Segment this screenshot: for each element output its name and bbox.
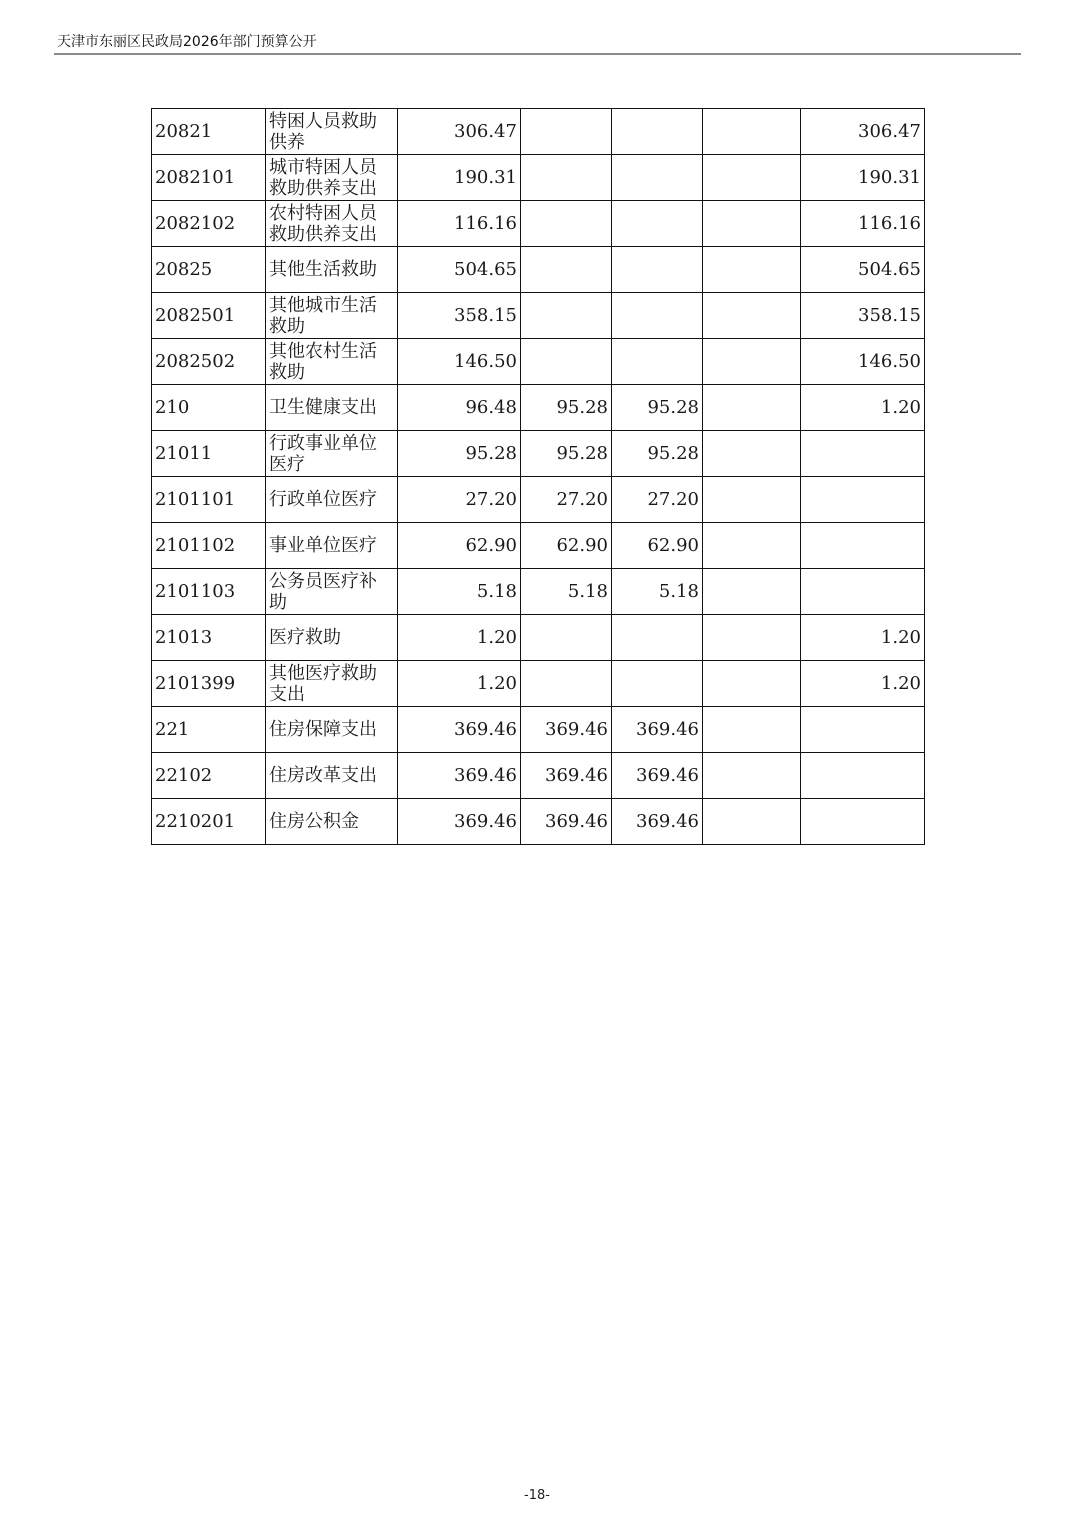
cell-total: 1.20 <box>398 661 521 707</box>
cell-subject-name: 其他城市生活救助 <box>266 293 398 339</box>
cell-project-expenditure: 1.20 <box>801 615 925 661</box>
cell-subject-code: 2101399 <box>152 661 266 707</box>
cell-total: 146.50 <box>398 339 521 385</box>
cell-subject-code: 21013 <box>152 615 266 661</box>
cell-total: 369.46 <box>398 707 521 753</box>
cell-basic-expenditure: 27.20 <box>521 477 612 523</box>
cell-total: 1.20 <box>398 615 521 661</box>
cell-total: 5.18 <box>398 569 521 615</box>
cell-subject-name: 农村特困人员救助供养支出 <box>266 201 398 247</box>
cell-personnel-expenditure: 369.46 <box>612 707 703 753</box>
cell-public-expenditure <box>703 155 801 201</box>
table-row <box>152 661 925 707</box>
cell-personnel-expenditure: 95.28 <box>612 385 703 431</box>
cell-total: 369.46 <box>398 753 521 799</box>
cell-personnel-expenditure <box>612 247 703 293</box>
cell-basic-expenditure <box>521 109 612 155</box>
table-row <box>152 431 925 477</box>
cell-personnel-expenditure <box>612 661 703 707</box>
cell-project-expenditure: 116.16 <box>801 201 925 247</box>
cell-subject-name: 事业单位医疗 <box>266 523 398 569</box>
cell-subject-code: 20821 <box>152 109 266 155</box>
cell-basic-expenditure <box>521 661 612 707</box>
cell-public-expenditure <box>703 385 801 431</box>
cell-basic-expenditure: 369.46 <box>521 753 612 799</box>
cell-subject-name: 住房保障支出 <box>266 707 398 753</box>
cell-public-expenditure <box>703 247 801 293</box>
table-row <box>152 569 925 615</box>
table-row <box>152 247 925 293</box>
cell-public-expenditure <box>703 477 801 523</box>
cell-subject-name: 城市特困人员救助供养支出 <box>266 155 398 201</box>
cell-basic-expenditure <box>521 339 612 385</box>
table-row <box>152 385 925 431</box>
cell-basic-expenditure: 95.28 <box>521 431 612 477</box>
cell-personnel-expenditure <box>612 155 703 201</box>
table-row <box>152 293 925 339</box>
cell-public-expenditure <box>703 799 801 845</box>
cell-subject-name: 行政单位医疗 <box>266 477 398 523</box>
table-row <box>152 477 925 523</box>
cell-project-expenditure: 504.65 <box>801 247 925 293</box>
cell-total: 95.28 <box>398 431 521 477</box>
cell-personnel-expenditure: 95.28 <box>612 431 703 477</box>
cell-personnel-expenditure <box>612 615 703 661</box>
table-row <box>152 109 925 155</box>
cell-public-expenditure <box>703 109 801 155</box>
cell-subject-code: 20825 <box>152 247 266 293</box>
cell-public-expenditure <box>703 569 801 615</box>
cell-public-expenditure <box>703 523 801 569</box>
cell-public-expenditure <box>703 431 801 477</box>
cell-subject-code: 2101101 <box>152 477 266 523</box>
cell-project-expenditure <box>801 707 925 753</box>
cell-basic-expenditure <box>521 155 612 201</box>
cell-project-expenditure <box>801 431 925 477</box>
table-row <box>152 615 925 661</box>
cell-project-expenditure: 306.47 <box>801 109 925 155</box>
cell-public-expenditure <box>703 339 801 385</box>
table-row <box>152 339 925 385</box>
page-number: -18- <box>524 1488 550 1503</box>
cell-basic-expenditure: 62.90 <box>521 523 612 569</box>
cell-subject-name: 特困人员救助供养 <box>266 109 398 155</box>
cell-total: 27.20 <box>398 477 521 523</box>
cell-subject-name: 行政事业单位医疗 <box>266 431 398 477</box>
cell-subject-code: 22102 <box>152 753 266 799</box>
cell-project-expenditure: 358.15 <box>801 293 925 339</box>
cell-project-expenditure <box>801 477 925 523</box>
cell-subject-code: 210 <box>152 385 266 431</box>
cell-total: 62.90 <box>398 523 521 569</box>
cell-subject-code: 2082502 <box>152 339 266 385</box>
cell-project-expenditure <box>801 753 925 799</box>
cell-total: 116.16 <box>398 201 521 247</box>
cell-subject-code: 2101103 <box>152 569 266 615</box>
cell-public-expenditure <box>703 661 801 707</box>
cell-total: 358.15 <box>398 293 521 339</box>
cell-public-expenditure <box>703 707 801 753</box>
cell-personnel-expenditure: 5.18 <box>612 569 703 615</box>
cell-personnel-expenditure: 369.46 <box>612 799 703 845</box>
cell-personnel-expenditure: 27.20 <box>612 477 703 523</box>
cell-subject-name: 其他医疗救助支出 <box>266 661 398 707</box>
cell-subject-code: 2082101 <box>152 155 266 201</box>
cell-basic-expenditure <box>521 615 612 661</box>
cell-project-expenditure <box>801 569 925 615</box>
cell-project-expenditure: 190.31 <box>801 155 925 201</box>
cell-basic-expenditure <box>521 201 612 247</box>
cell-basic-expenditure <box>521 247 612 293</box>
cell-subject-name: 医疗救助 <box>266 615 398 661</box>
cell-basic-expenditure: 5.18 <box>521 569 612 615</box>
cell-public-expenditure <box>703 293 801 339</box>
cell-basic-expenditure: 369.46 <box>521 707 612 753</box>
cell-personnel-expenditure <box>612 293 703 339</box>
cell-total: 306.47 <box>398 109 521 155</box>
cell-personnel-expenditure: 369.46 <box>612 753 703 799</box>
table-row <box>152 753 925 799</box>
cell-subject-name: 住房改革支出 <box>266 753 398 799</box>
budget-table <box>151 108 925 845</box>
cell-basic-expenditure: 369.46 <box>521 799 612 845</box>
table-row <box>152 155 925 201</box>
header-divider <box>54 53 1021 55</box>
cell-personnel-expenditure: 62.90 <box>612 523 703 569</box>
cell-basic-expenditure: 95.28 <box>521 385 612 431</box>
cell-total: 504.65 <box>398 247 521 293</box>
cell-subject-code: 2082102 <box>152 201 266 247</box>
table-row <box>152 523 925 569</box>
cell-subject-name: 住房公积金 <box>266 799 398 845</box>
cell-personnel-expenditure <box>612 201 703 247</box>
cell-subject-code: 221 <box>152 707 266 753</box>
cell-project-expenditure <box>801 799 925 845</box>
cell-subject-name: 其他生活救助 <box>266 247 398 293</box>
document-header-title: 天津市东丽区民政局2026年部门预算公开 <box>57 34 317 50</box>
cell-public-expenditure <box>703 201 801 247</box>
cell-subject-name: 公务员医疗补助 <box>266 569 398 615</box>
cell-subject-code: 2210201 <box>152 799 266 845</box>
cell-public-expenditure <box>703 753 801 799</box>
cell-total: 369.46 <box>398 799 521 845</box>
cell-total: 190.31 <box>398 155 521 201</box>
cell-project-expenditure: 1.20 <box>801 385 925 431</box>
cell-project-expenditure: 146.50 <box>801 339 925 385</box>
cell-subject-name: 其他农村生活救助 <box>266 339 398 385</box>
cell-subject-name: 卫生健康支出 <box>266 385 398 431</box>
cell-subject-code: 21011 <box>152 431 266 477</box>
cell-subject-code: 2082501 <box>152 293 266 339</box>
table-row <box>152 201 925 247</box>
cell-public-expenditure <box>703 615 801 661</box>
cell-total: 96.48 <box>398 385 521 431</box>
cell-basic-expenditure <box>521 293 612 339</box>
cell-project-expenditure: 1.20 <box>801 661 925 707</box>
table-row <box>152 799 925 845</box>
cell-subject-code: 2101102 <box>152 523 266 569</box>
table-row <box>152 707 925 753</box>
budget-table-body <box>152 109 925 845</box>
cell-project-expenditure <box>801 523 925 569</box>
cell-personnel-expenditure <box>612 339 703 385</box>
cell-personnel-expenditure <box>612 109 703 155</box>
